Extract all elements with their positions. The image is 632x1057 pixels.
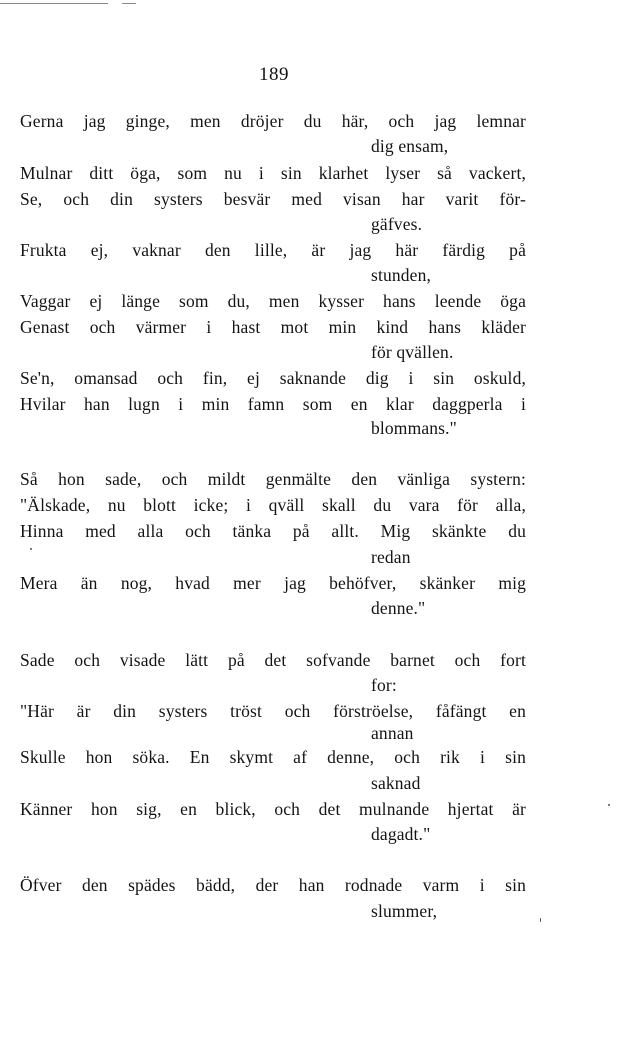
verse-line: Sade och visade lätt på det sofvande barnet och fort bbox=[20, 650, 526, 670]
verse-line-continuation: stunden, bbox=[371, 265, 432, 285]
verse-line: Mera än nog, hvad mer jag behöfver, skänker mig bbox=[20, 573, 526, 593]
verse-line: Frukta ej, vaknar den lille, är jag här färdig på bbox=[20, 240, 526, 260]
verse-line-continuation: annan bbox=[371, 723, 414, 743]
verse-line: Se, och din systers besvär med visan har varit för- bbox=[20, 189, 526, 209]
print-speck bbox=[608, 804, 610, 806]
verse-line: Gerna jag ginge, men dröjer du här, och jag lemnar bbox=[20, 111, 526, 131]
verse-line-continuation: blommans." bbox=[371, 418, 457, 438]
verse-line-continuation: saknad bbox=[371, 773, 421, 793]
verse-line: Hinna med alla och tänka på allt. Mig skänkte du bbox=[20, 521, 526, 541]
verse-line-continuation: slummer, bbox=[371, 901, 438, 921]
print-speck bbox=[540, 918, 541, 922]
verse-line: Genast och värmer i hast mot min kind hans kläder bbox=[20, 317, 526, 337]
verse-line: Hvilar han lugn i min famn som en klar daggperla i bbox=[20, 394, 526, 414]
verse-line-continuation: gäfves. bbox=[371, 214, 423, 234]
page-number: 189 bbox=[259, 64, 289, 85]
verse-line-continuation: dig ensam, bbox=[371, 136, 449, 156]
top-rule bbox=[122, 3, 136, 4]
verse-line-continuation: denne." bbox=[371, 598, 426, 618]
verse-line: Känner hon sig, en blick, och det mulnande hjertat är bbox=[20, 799, 526, 819]
verse-line-continuation: för qvällen. bbox=[371, 342, 454, 362]
verse-line: Så hon sade, och mildt genmälte den vänliga systern: bbox=[20, 469, 526, 489]
verse-line: "Älskade, nu blott icke; i qväll skall du vara för alla, bbox=[20, 495, 526, 515]
verse-line: Öfver den spädes bädd, der han rodnade varm i sin bbox=[20, 875, 526, 895]
verse-line: Se'n, omansad och fin, ej saknande dig i sin oskuld, bbox=[20, 368, 526, 388]
verse-line-continuation: dagadt." bbox=[371, 824, 431, 844]
print-speck bbox=[30, 548, 32, 550]
verse-line-continuation: for: bbox=[371, 675, 397, 695]
verse-line-continuation: redan bbox=[371, 547, 411, 567]
verse-line: Skulle hon söka. En skymt af denne, och rik i sin bbox=[20, 747, 526, 767]
verse-line: Mulnar ditt öga, som nu i sin klarhet lyser så vackert, bbox=[20, 163, 526, 183]
top-rule bbox=[0, 3, 108, 4]
verse-line: Vaggar ej länge som du, men kysser hans leende öga bbox=[20, 291, 526, 311]
verse-line: "Här är din systers tröst och förströelse, fåfängt en bbox=[20, 701, 526, 721]
